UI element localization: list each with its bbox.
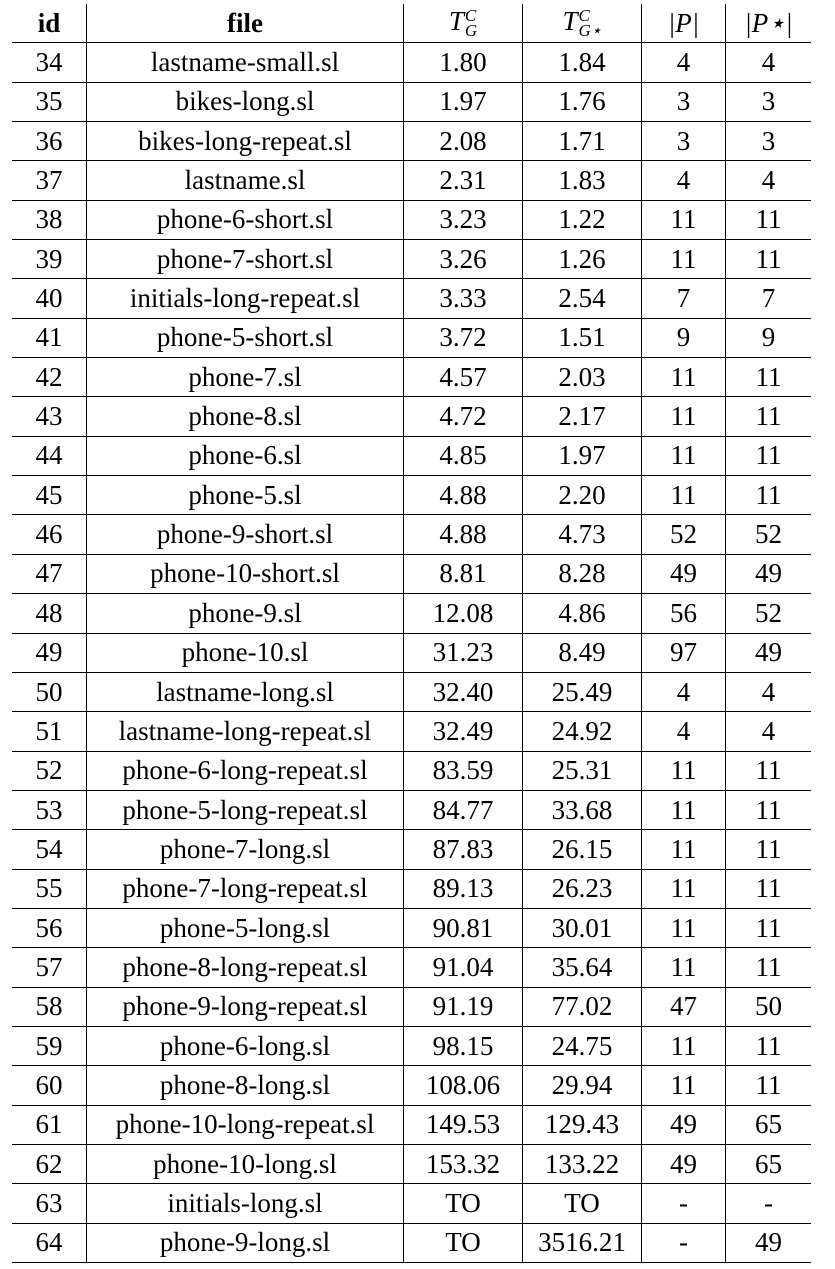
table-row bbox=[12, 515, 811, 554]
cell-id: 55 bbox=[12, 869, 87, 908]
cell-p: 52 bbox=[642, 515, 726, 554]
table-row bbox=[12, 712, 811, 751]
cell-p: 3 bbox=[642, 82, 726, 121]
cell-tg: 4.72 bbox=[404, 397, 523, 436]
cell-tg-star: 33.68 bbox=[523, 790, 642, 829]
cell-tg: 31.23 bbox=[404, 633, 523, 672]
cell-tg: 4.88 bbox=[404, 515, 523, 554]
table-row bbox=[12, 1026, 811, 1065]
cell-p: 11 bbox=[642, 830, 726, 869]
cell-p: 11 bbox=[642, 200, 726, 239]
cell-file: phone-9-long.sl bbox=[87, 1223, 404, 1262]
cell-tg: 8.81 bbox=[404, 554, 523, 593]
cell-file: bikes-long.sl bbox=[87, 82, 404, 121]
cell-p: - bbox=[642, 1223, 726, 1262]
cell-tg: 91.19 bbox=[404, 987, 523, 1026]
cell-id: 38 bbox=[12, 200, 87, 239]
cell-p-star: 9 bbox=[726, 318, 812, 357]
cell-p: 11 bbox=[642, 908, 726, 947]
cell-tg-star: 77.02 bbox=[523, 987, 642, 1026]
header-tgs-base: T bbox=[562, 5, 578, 36]
cell-p-star: 4 bbox=[726, 672, 812, 711]
cell-id: 58 bbox=[12, 987, 87, 1026]
cell-id: 62 bbox=[12, 1144, 87, 1183]
cell-tg: 12.08 bbox=[404, 594, 523, 633]
cell-id: 60 bbox=[12, 1066, 87, 1105]
cell-p-star: 11 bbox=[726, 751, 812, 790]
cell-tg: 3.72 bbox=[404, 318, 523, 357]
cell-p-star: 49 bbox=[726, 554, 812, 593]
cell-tg-star: 8.49 bbox=[523, 633, 642, 672]
cell-p-star: 65 bbox=[726, 1105, 812, 1144]
cell-tg-star: 4.86 bbox=[523, 594, 642, 633]
header-tg-sup: C bbox=[464, 6, 477, 26]
cell-file: phone-6.sl bbox=[87, 436, 404, 475]
cell-tg: 1.80 bbox=[404, 43, 523, 82]
table-row bbox=[12, 1066, 811, 1105]
header-tg-scripts bbox=[465, 8, 477, 39]
cell-file: initials-long-repeat.sl bbox=[87, 279, 404, 318]
cell-file: phone-7-long-repeat.sl bbox=[87, 869, 404, 908]
cell-tg-star: 25.31 bbox=[523, 751, 642, 790]
cell-p-star: 11 bbox=[726, 200, 812, 239]
header-tgs-sup: C bbox=[578, 6, 590, 26]
cell-tg-star: 4.73 bbox=[523, 515, 642, 554]
cell-p-star: 11 bbox=[726, 869, 812, 908]
cell-file: phone-5.sl bbox=[87, 476, 404, 515]
cell-tg: 89.13 bbox=[404, 869, 523, 908]
cell-tg: 2.31 bbox=[404, 161, 523, 200]
cell-p: 11 bbox=[642, 436, 726, 475]
cell-tg: 1.97 bbox=[404, 82, 523, 121]
table-row bbox=[12, 633, 811, 672]
cell-tg: 108.06 bbox=[404, 1066, 523, 1105]
header-tg bbox=[404, 4, 523, 43]
cell-id: 52 bbox=[12, 751, 87, 790]
cell-tg: 83.59 bbox=[404, 751, 523, 790]
cell-tg: 87.83 bbox=[404, 830, 523, 869]
cell-p-star: 4 bbox=[726, 161, 812, 200]
cell-p: 11 bbox=[642, 397, 726, 436]
cell-tg: 32.40 bbox=[404, 672, 523, 711]
cell-tg-star: 133.22 bbox=[523, 1144, 642, 1183]
cell-tg-star: 2.17 bbox=[523, 397, 642, 436]
table-row bbox=[12, 476, 811, 515]
header-p: |P| bbox=[642, 4, 726, 43]
cell-p-star: 7 bbox=[726, 279, 812, 318]
cell-p-star: 49 bbox=[726, 1223, 812, 1262]
cell-tg-star: 26.23 bbox=[523, 869, 642, 908]
cell-file: phone-7-short.sl bbox=[87, 240, 404, 279]
cell-id: 53 bbox=[12, 790, 87, 829]
cell-id: 37 bbox=[12, 161, 87, 200]
table-row bbox=[12, 751, 811, 790]
cell-file: initials-long.sl bbox=[87, 1184, 404, 1223]
cell-id: 34 bbox=[12, 43, 87, 82]
header-tgs-sub: G⋆ bbox=[578, 21, 602, 41]
cell-p: 11 bbox=[642, 790, 726, 829]
cell-id: 39 bbox=[12, 240, 87, 279]
cell-p-star: 4 bbox=[726, 43, 812, 82]
cell-p: 7 bbox=[642, 279, 726, 318]
cell-file: lastname.sl bbox=[87, 161, 404, 200]
cell-tg-star: 2.03 bbox=[523, 358, 642, 397]
cell-tg: 91.04 bbox=[404, 948, 523, 987]
cell-file: phone-10-short.sl bbox=[87, 554, 404, 593]
cell-id: 44 bbox=[12, 436, 87, 475]
cell-file: phone-10-long-repeat.sl bbox=[87, 1105, 404, 1144]
cell-tg: 3.23 bbox=[404, 200, 523, 239]
cell-tg: 3.33 bbox=[404, 279, 523, 318]
header-id: id bbox=[12, 4, 87, 43]
cell-id: 61 bbox=[12, 1105, 87, 1144]
cell-p-star: 11 bbox=[726, 436, 812, 475]
cell-file: phone-9-long-repeat.sl bbox=[87, 987, 404, 1026]
cell-file: phone-9-short.sl bbox=[87, 515, 404, 554]
cell-tg: 149.53 bbox=[404, 1105, 523, 1144]
cell-p-star: 65 bbox=[726, 1144, 812, 1183]
cell-tg-star: 1.76 bbox=[523, 82, 642, 121]
table-row bbox=[12, 830, 811, 869]
cell-id: 57 bbox=[12, 948, 87, 987]
cell-p: 49 bbox=[642, 1105, 726, 1144]
cell-file: phone-6-short.sl bbox=[87, 200, 404, 239]
cell-tg-star: 35.64 bbox=[523, 948, 642, 987]
cell-tg-star: 1.22 bbox=[523, 200, 642, 239]
cell-file: phone-8-long.sl bbox=[87, 1066, 404, 1105]
table-row bbox=[12, 869, 811, 908]
cell-p-star: 52 bbox=[726, 594, 812, 633]
cell-file: phone-10-long.sl bbox=[87, 1144, 404, 1183]
table-row bbox=[12, 161, 811, 200]
table-body bbox=[12, 43, 811, 1263]
cell-id: 47 bbox=[12, 554, 87, 593]
cell-id: 63 bbox=[12, 1184, 87, 1223]
cell-id: 64 bbox=[12, 1223, 87, 1262]
cell-tg: 3.26 bbox=[404, 240, 523, 279]
cell-file: phone-10.sl bbox=[87, 633, 404, 672]
cell-file: phone-8-long-repeat.sl bbox=[87, 948, 404, 987]
cell-file: phone-5-long.sl bbox=[87, 908, 404, 947]
table-row bbox=[12, 358, 811, 397]
header-p-star: |P⋆| bbox=[726, 4, 812, 43]
table-row bbox=[12, 200, 811, 239]
table-header bbox=[12, 4, 811, 43]
cell-p-star: 50 bbox=[726, 987, 812, 1026]
cell-p: 4 bbox=[642, 43, 726, 82]
cell-id: 42 bbox=[12, 358, 87, 397]
cell-p: 4 bbox=[642, 712, 726, 751]
cell-file: lastname-long-repeat.sl bbox=[87, 712, 404, 751]
cell-p-star: 52 bbox=[726, 515, 812, 554]
cell-p: 49 bbox=[642, 554, 726, 593]
table-row bbox=[12, 1105, 811, 1144]
cell-p-star: 49 bbox=[726, 633, 812, 672]
cell-id: 45 bbox=[12, 476, 87, 515]
cell-p-star: 11 bbox=[726, 908, 812, 947]
table-row bbox=[12, 1223, 811, 1262]
table-row bbox=[12, 397, 811, 436]
table-row bbox=[12, 122, 811, 161]
table-row bbox=[12, 790, 811, 829]
cell-p: 11 bbox=[642, 751, 726, 790]
cell-p-star: 11 bbox=[726, 948, 812, 987]
table-row bbox=[12, 554, 811, 593]
cell-tg: 98.15 bbox=[404, 1026, 523, 1065]
cell-file: phone-9.sl bbox=[87, 594, 404, 633]
header-row bbox=[12, 4, 811, 43]
cell-tg-star: 24.92 bbox=[523, 712, 642, 751]
cell-tg: 4.85 bbox=[404, 436, 523, 475]
cell-p: 11 bbox=[642, 869, 726, 908]
cell-tg-star: 25.49 bbox=[523, 672, 642, 711]
cell-p-star: 4 bbox=[726, 712, 812, 751]
cell-id: 48 bbox=[12, 594, 87, 633]
table-row bbox=[12, 240, 811, 279]
cell-file: phone-5-long-repeat.sl bbox=[87, 790, 404, 829]
cell-p-star: 11 bbox=[726, 1066, 812, 1105]
cell-tg: TO bbox=[404, 1223, 523, 1262]
cell-id: 43 bbox=[12, 397, 87, 436]
cell-file: phone-6-long.sl bbox=[87, 1026, 404, 1065]
cell-file: phone-7-long.sl bbox=[87, 830, 404, 869]
cell-p-star: 11 bbox=[726, 240, 812, 279]
cell-id: 54 bbox=[12, 830, 87, 869]
table-row bbox=[12, 948, 811, 987]
cell-tg-star: 24.75 bbox=[523, 1026, 642, 1065]
cell-tg: 32.49 bbox=[404, 712, 523, 751]
table-row bbox=[12, 1184, 811, 1223]
cell-p: 3 bbox=[642, 122, 726, 161]
cell-p: 11 bbox=[642, 948, 726, 987]
cell-file: bikes-long-repeat.sl bbox=[87, 122, 404, 161]
cell-tg-star: 3516.21 bbox=[523, 1223, 642, 1262]
cell-p: 11 bbox=[642, 1066, 726, 1105]
cell-id: 51 bbox=[12, 712, 87, 751]
cell-p: 4 bbox=[642, 672, 726, 711]
cell-tg-star: 129.43 bbox=[523, 1105, 642, 1144]
cell-tg-star: 2.54 bbox=[523, 279, 642, 318]
cell-tg-star: 26.15 bbox=[523, 830, 642, 869]
table-row bbox=[12, 1144, 811, 1183]
cell-p-star: 11 bbox=[726, 1026, 812, 1065]
cell-id: 41 bbox=[12, 318, 87, 357]
cell-p-star: - bbox=[726, 1184, 812, 1223]
table-row bbox=[12, 43, 811, 82]
cell-file: lastname-long.sl bbox=[87, 672, 404, 711]
header-file: file bbox=[87, 4, 404, 43]
cell-id: 49 bbox=[12, 633, 87, 672]
cell-p: 4 bbox=[642, 161, 726, 200]
cell-p-star: 3 bbox=[726, 82, 812, 121]
cell-tg-star: 1.84 bbox=[523, 43, 642, 82]
cell-p: 47 bbox=[642, 987, 726, 1026]
cell-file: phone-5-short.sl bbox=[87, 318, 404, 357]
cell-id: 59 bbox=[12, 1026, 87, 1065]
cell-p: 49 bbox=[642, 1144, 726, 1183]
cell-tg-star: TO bbox=[523, 1184, 642, 1223]
cell-id: 35 bbox=[12, 82, 87, 121]
cell-tg-star: 1.51 bbox=[523, 318, 642, 357]
cell-tg: 4.57 bbox=[404, 358, 523, 397]
cell-p-star: 11 bbox=[726, 476, 812, 515]
cell-p: - bbox=[642, 1184, 726, 1223]
cell-tg: TO bbox=[404, 1184, 523, 1223]
cell-p: 56 bbox=[642, 594, 726, 633]
cell-file: phone-6-long-repeat.sl bbox=[87, 751, 404, 790]
cell-tg: 4.88 bbox=[404, 476, 523, 515]
cell-tg-star: 30.01 bbox=[523, 908, 642, 947]
cell-p: 11 bbox=[642, 358, 726, 397]
cell-tg: 2.08 bbox=[404, 122, 523, 161]
cell-p-star: 11 bbox=[726, 358, 812, 397]
cell-p: 11 bbox=[642, 240, 726, 279]
table-row bbox=[12, 436, 811, 475]
table-row bbox=[12, 318, 811, 357]
cell-p: 97 bbox=[642, 633, 726, 672]
table-row bbox=[12, 908, 811, 947]
results-table bbox=[12, 4, 811, 1263]
cell-id: 40 bbox=[12, 279, 87, 318]
cell-p-star: 11 bbox=[726, 830, 812, 869]
cell-tg: 153.32 bbox=[404, 1144, 523, 1183]
cell-file: phone-7.sl bbox=[87, 358, 404, 397]
cell-tg-star: 1.83 bbox=[523, 161, 642, 200]
cell-id: 46 bbox=[12, 515, 87, 554]
cell-tg-star: 8.28 bbox=[523, 554, 642, 593]
cell-file: lastname-small.sl bbox=[87, 43, 404, 82]
table-row bbox=[12, 987, 811, 1026]
cell-p-star: 11 bbox=[726, 397, 812, 436]
cell-tg: 84.77 bbox=[404, 790, 523, 829]
cell-id: 36 bbox=[12, 122, 87, 161]
table-row bbox=[12, 672, 811, 711]
header-tg-base: T bbox=[448, 5, 464, 36]
cell-file: phone-8.sl bbox=[87, 397, 404, 436]
cell-p-star: 11 bbox=[726, 790, 812, 829]
cell-tg-star: 2.20 bbox=[523, 476, 642, 515]
header-tgs-scripts bbox=[579, 8, 602, 39]
cell-p-star: 3 bbox=[726, 122, 812, 161]
cell-p: 9 bbox=[642, 318, 726, 357]
cell-tg: 90.81 bbox=[404, 908, 523, 947]
table-row bbox=[12, 594, 811, 633]
cell-tg-star: 29.94 bbox=[523, 1066, 642, 1105]
cell-p: 11 bbox=[642, 476, 726, 515]
table-row bbox=[12, 279, 811, 318]
cell-tg-star: 1.26 bbox=[523, 240, 642, 279]
header-tg-sub: G bbox=[464, 21, 478, 41]
cell-p: 11 bbox=[642, 1026, 726, 1065]
cell-id: 56 bbox=[12, 908, 87, 947]
cell-tg-star: 1.71 bbox=[523, 122, 642, 161]
cell-id: 50 bbox=[12, 672, 87, 711]
header-tg-star bbox=[523, 4, 642, 43]
table-row bbox=[12, 82, 811, 121]
cell-tg-star: 1.97 bbox=[523, 436, 642, 475]
